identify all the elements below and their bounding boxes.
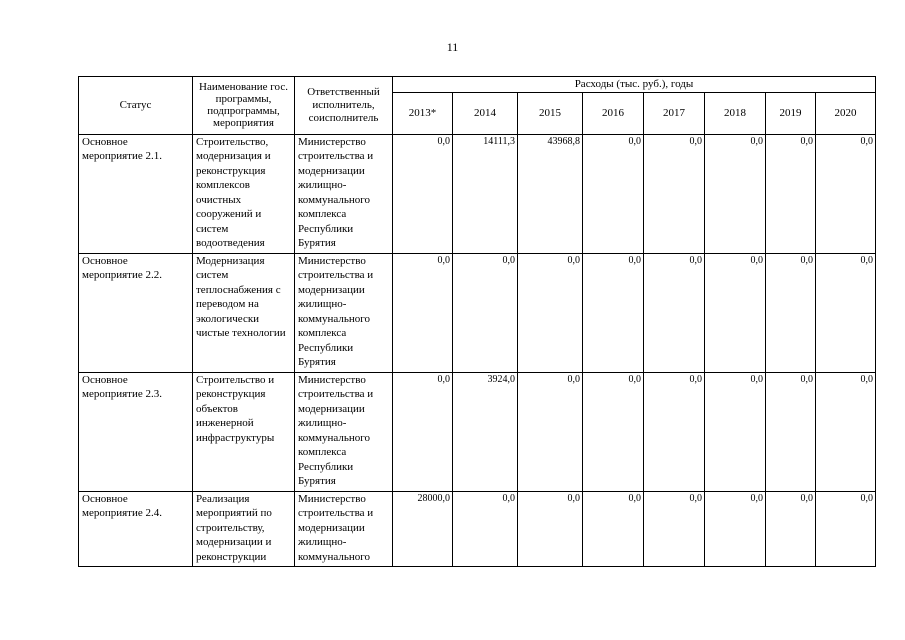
header-year: 2019 bbox=[766, 92, 816, 134]
row-value: 0,0 bbox=[766, 253, 816, 372]
row-value: 43968,8 bbox=[518, 134, 583, 253]
row-value: 0,0 bbox=[583, 372, 644, 491]
row-value: 0,0 bbox=[705, 491, 766, 566]
header-expenses: Расходы (тыс. руб.), годы bbox=[393, 77, 876, 93]
row-value: 0,0 bbox=[644, 491, 705, 566]
header-year: 2013* bbox=[393, 92, 453, 134]
header-year: 2014 bbox=[453, 92, 518, 134]
row-value: 0,0 bbox=[453, 491, 518, 566]
row-value: 0,0 bbox=[518, 372, 583, 491]
row-value: 0,0 bbox=[393, 253, 453, 372]
row-name: Модернизация систем теплоснабжения с переводом на экологически чистые технологии bbox=[193, 253, 295, 372]
row-value: 14111,3 bbox=[453, 134, 518, 253]
row-value: 0,0 bbox=[518, 253, 583, 372]
row-value: 0,0 bbox=[705, 372, 766, 491]
row-value: 0,0 bbox=[816, 372, 876, 491]
row-status: Основное мероприятие 2.4. bbox=[79, 491, 193, 566]
row-name: Строительство, модернизация и реконструкция комплексов очистных сооружений и систем водоотведения bbox=[193, 134, 295, 253]
header-responsible: Ответственный исполнитель, соисполнитель bbox=[295, 77, 393, 135]
row-value: 0,0 bbox=[816, 134, 876, 253]
row-value: 0,0 bbox=[816, 491, 876, 566]
header-status: Статус bbox=[79, 77, 193, 135]
row-value: 0,0 bbox=[453, 253, 518, 372]
row-value: 0,0 bbox=[583, 134, 644, 253]
row-value: 0,0 bbox=[644, 372, 705, 491]
row-value: 0,0 bbox=[518, 491, 583, 566]
row-value: 28000,0 bbox=[393, 491, 453, 566]
row-name: Реализация мероприятий по строительству, модернизации и реконструкции bbox=[193, 491, 295, 566]
row-status: Основное мероприятие 2.2. bbox=[79, 253, 193, 372]
header-year: 2017 bbox=[644, 92, 705, 134]
table-row bbox=[79, 253, 876, 372]
table-row bbox=[79, 491, 876, 566]
row-value: 0,0 bbox=[705, 253, 766, 372]
table-row bbox=[79, 372, 876, 491]
row-value: 0,0 bbox=[644, 134, 705, 253]
header-year: 2016 bbox=[583, 92, 644, 134]
table-row bbox=[79, 134, 876, 253]
row-responsible: Министерство строительства и модернизации жилищно-коммунального bbox=[295, 491, 393, 566]
row-value: 0,0 bbox=[393, 372, 453, 491]
row-value: 0,0 bbox=[583, 491, 644, 566]
row-responsible: Министерство строительства и модернизации жилищно-коммунального комплекса Республики Бурятия bbox=[295, 372, 393, 491]
header-year: 2018 bbox=[705, 92, 766, 134]
header-year: 2015 bbox=[518, 92, 583, 134]
row-value: 0,0 bbox=[583, 253, 644, 372]
row-value: 0,0 bbox=[766, 372, 816, 491]
row-responsible: Министерство строительства и модернизации жилищно-коммунального комплекса Республики Бурятия bbox=[295, 253, 393, 372]
row-status: Основное мероприятие 2.1. bbox=[79, 134, 193, 253]
page-number: 11 bbox=[446, 40, 459, 54]
header-year: 2020 bbox=[816, 92, 876, 134]
row-value: 3924,0 bbox=[453, 372, 518, 491]
row-responsible: Министерство строительства и модернизации жилищно-коммунального комплекса Республики Бурятия bbox=[295, 134, 393, 253]
row-name: Строительство и реконструкция объектов инженерной инфраструктуры bbox=[193, 372, 295, 491]
row-value: 0,0 bbox=[766, 491, 816, 566]
row-value: 0,0 bbox=[393, 134, 453, 253]
header-program-name: Наименование гос. программы, подпрограммы, мероприятия bbox=[193, 77, 295, 135]
row-value: 0,0 bbox=[705, 134, 766, 253]
row-status: Основное мероприятие 2.3. bbox=[79, 372, 193, 491]
row-value: 0,0 bbox=[766, 134, 816, 253]
row-value: 0,0 bbox=[816, 253, 876, 372]
expenses-table bbox=[78, 76, 876, 567]
row-value: 0,0 bbox=[644, 253, 705, 372]
